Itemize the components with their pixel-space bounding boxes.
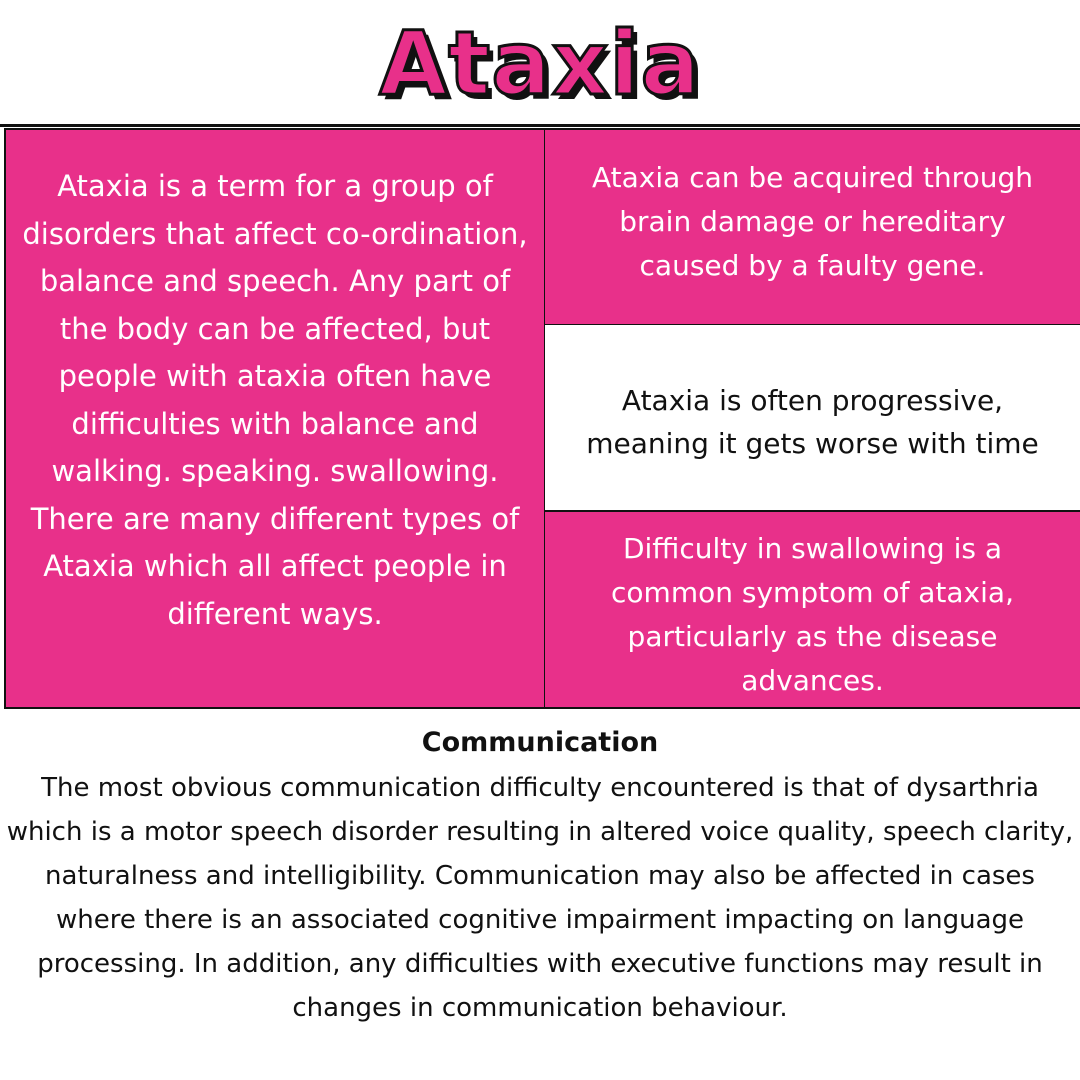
definition-box [4,128,546,709]
swallowing-box [545,510,1080,709]
title-divider [0,124,1080,127]
progression-box [545,325,1080,511]
swallowing-text: Difficulty in swallowing is a common symptom of ataxia, particularly as the disease advances. [611,531,1014,697]
communication-body: The most obvious communication difficulty encountered is that of dysarthria which is a motor speech disorder resulting in altered voice quality, speech clarity, naturalness and intelligibility. Communication may also be affected in cases where there is an associated cognitive impairment impacting on language processing. In addition, any difficulties with executive functions may result in changes in communication behaviour. [6,773,1074,1023]
cause-box [545,128,1080,326]
communication-heading: Communication [421,727,659,758]
page-title: Ataxia [379,12,701,115]
progression-text: Ataxia is often progressive, meaning it gets worse with time [586,384,1039,460]
cause-text: Ataxia can be acquired through brain damage or hereditary caused by a faulty gene. [592,161,1033,282]
definition-text: Ataxia is a term for a group of disorders that affect co-ordination, balance and speech. Any part of the body can be affected, but people with ataxia often have difficulties with balance and walking. speaking. swallowing. There are many different types of Ataxia which all affect people in different ways. [22,169,528,631]
